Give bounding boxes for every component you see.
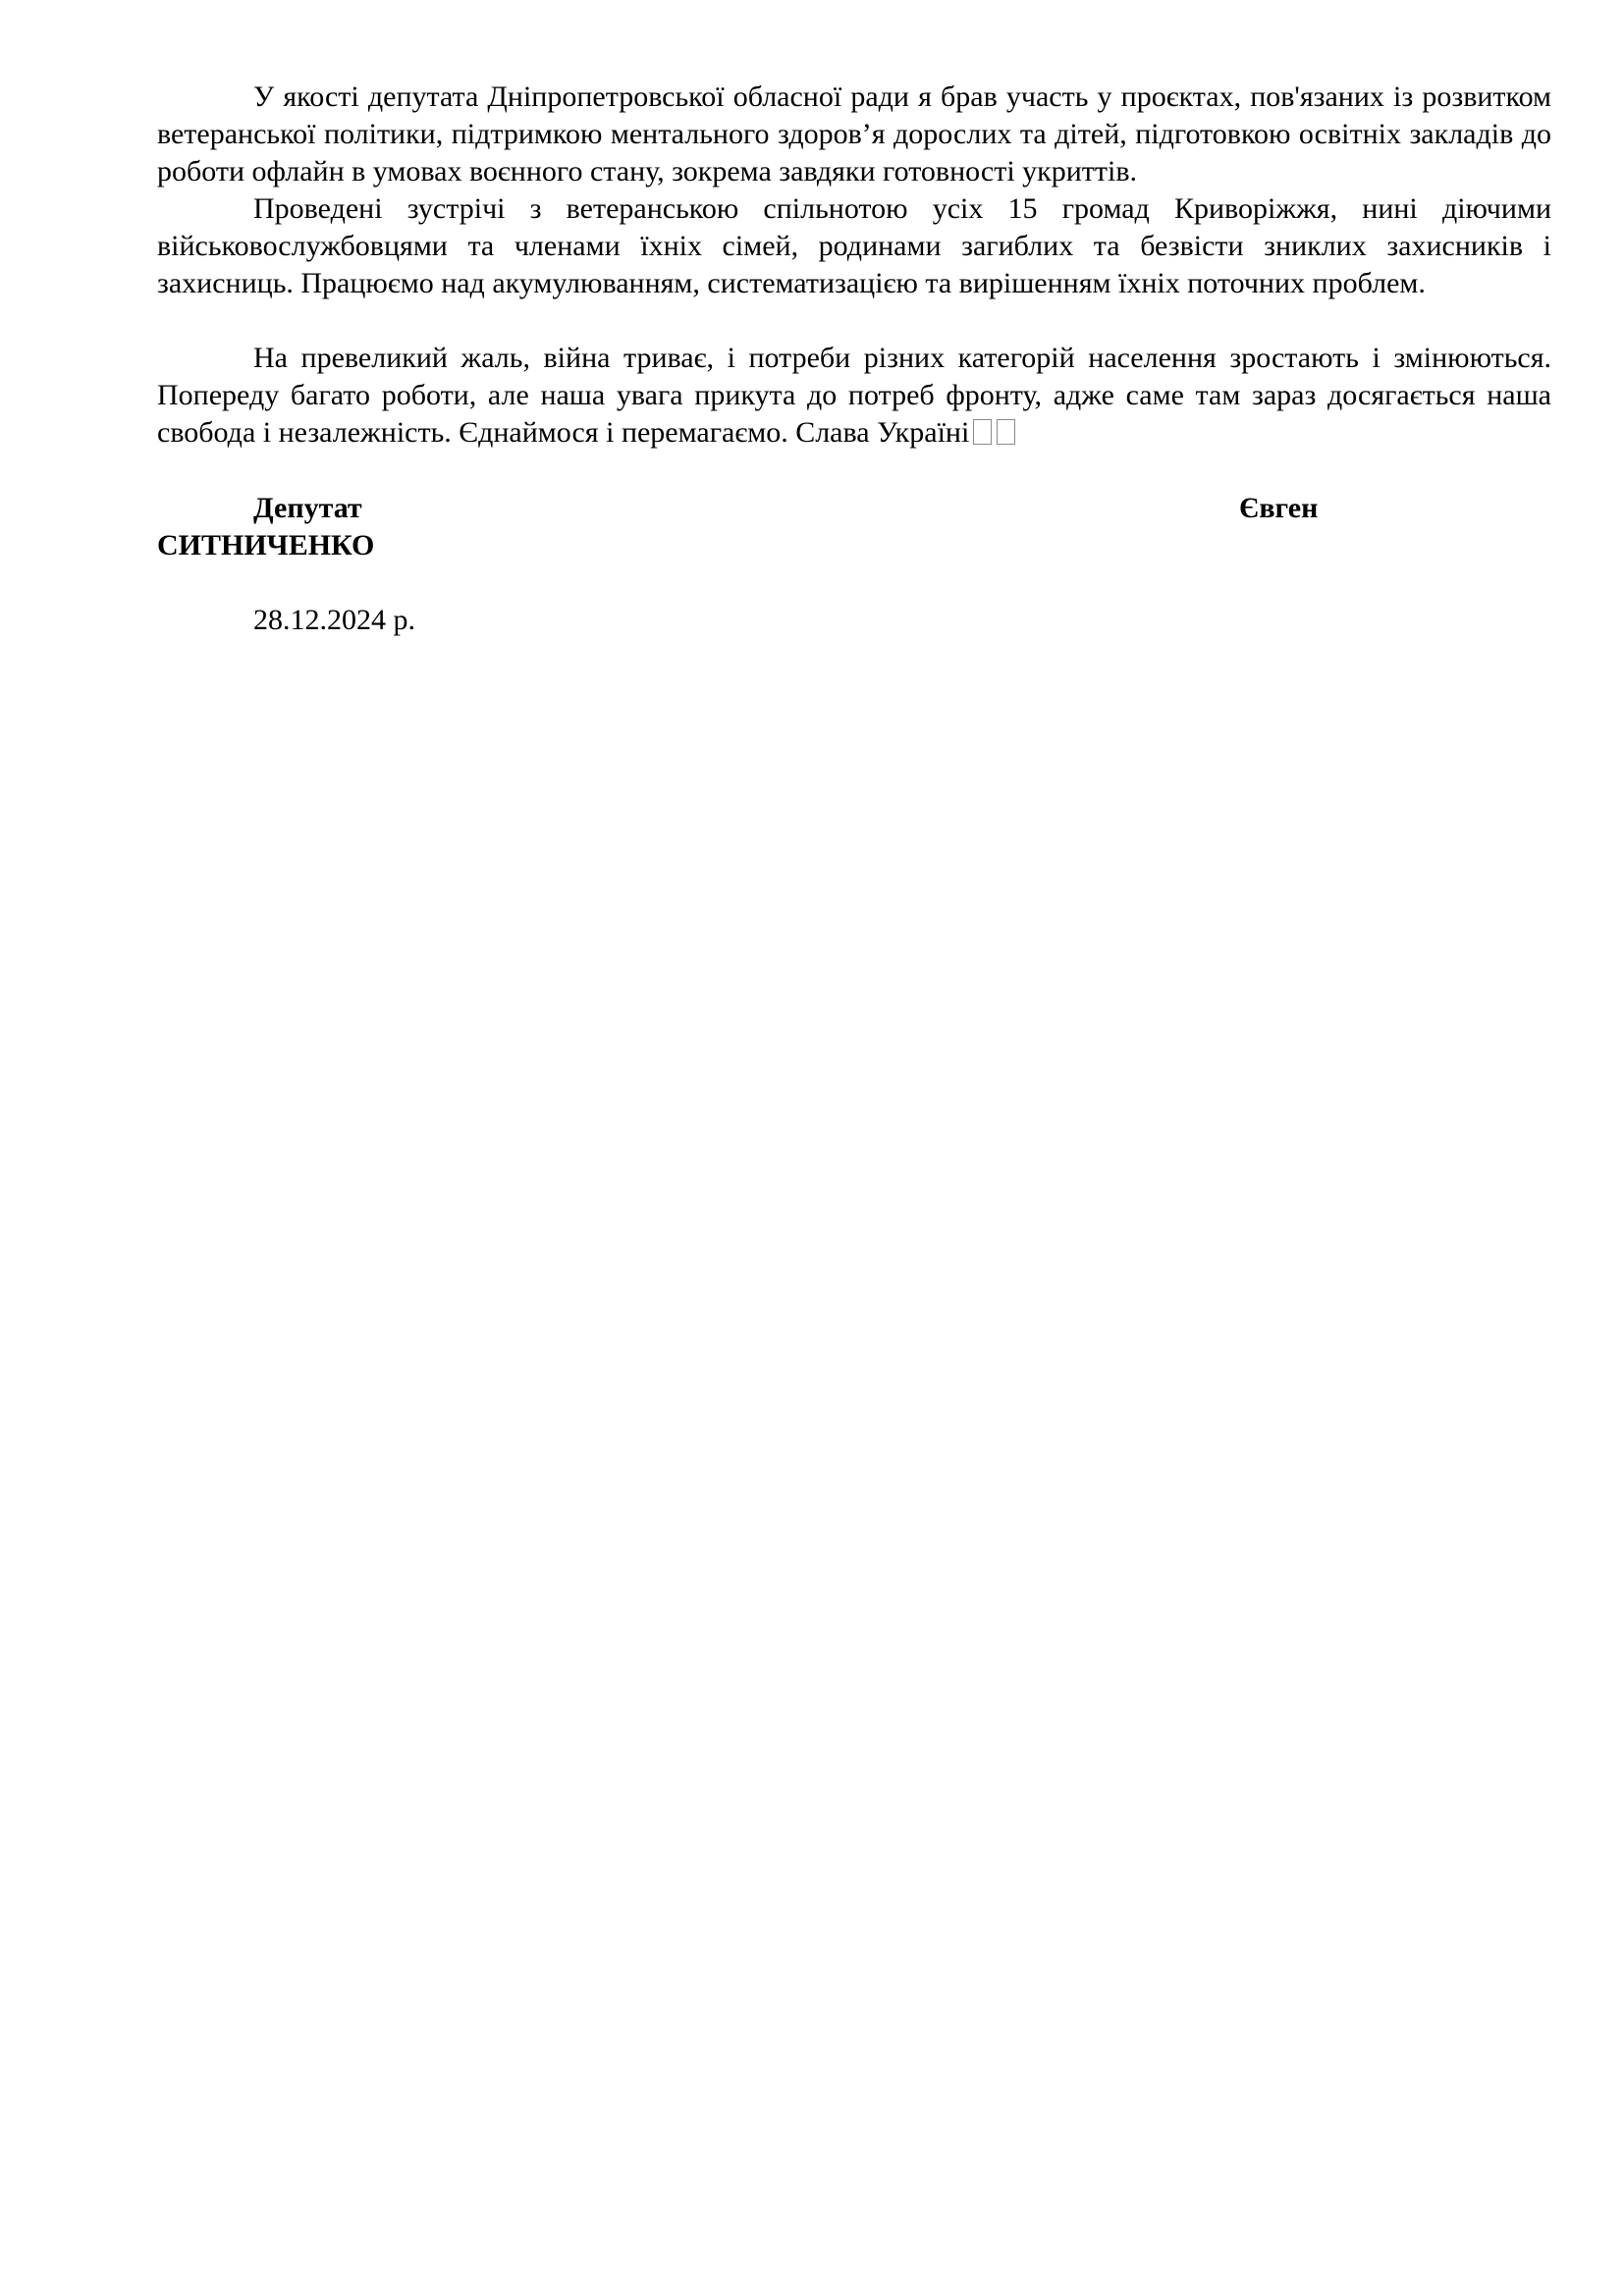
paragraph-closing [157,340,1551,452]
document-page [157,79,1551,639]
paragraph-deputy-projects: У якості депутата Дніпропетровської обласної ради я брав участь у проєктах, пов'язаних із розвитком ветеранської політики, підтримкою ментального здоров’я дорослих та дітей, підготовкою освітніх закладів до роботи офлайн в умовах воєнного стану, зокрема завдяки готовності укриттів. [157,80,1551,187]
missing-glyph-icon [973,419,992,445]
paragraph-veteran-meetings: Проведені зустрічі з ветеранською спільнотою усіх 15 громад Криворіжжя, нині діючими військовослужбовцями та членами їхніх сімей, родинами загиблих та безвісти зниклих захисників і захисниць. Працюємо над акумулюванням, систематизацією та вирішенням їхніх поточних проблем. [157,192,1551,299]
document-date: 28.12.2024 р. [253,604,415,636]
paragraph-closing-text: На превеликий жаль, війна триває, і потреби різних категорій населення зростають і змінюються. Попереду багато роботи, але наша увага прикута до потреб фронту, адже саме там зараз досягається наша свобода і незалежність. Єднаймося і перемагаємо. Слава Україні [157,342,1551,449]
signature-block [157,490,1551,564]
missing-glyph-icon [997,419,1015,445]
signature-title: Депутат [253,492,362,524]
paragraph-spacer [157,302,1551,340]
signature-first-name: Євген [1239,492,1319,524]
signature-last-name: СИТНИЧЕНКО [157,529,375,561]
signature-spacer [157,452,1551,490]
